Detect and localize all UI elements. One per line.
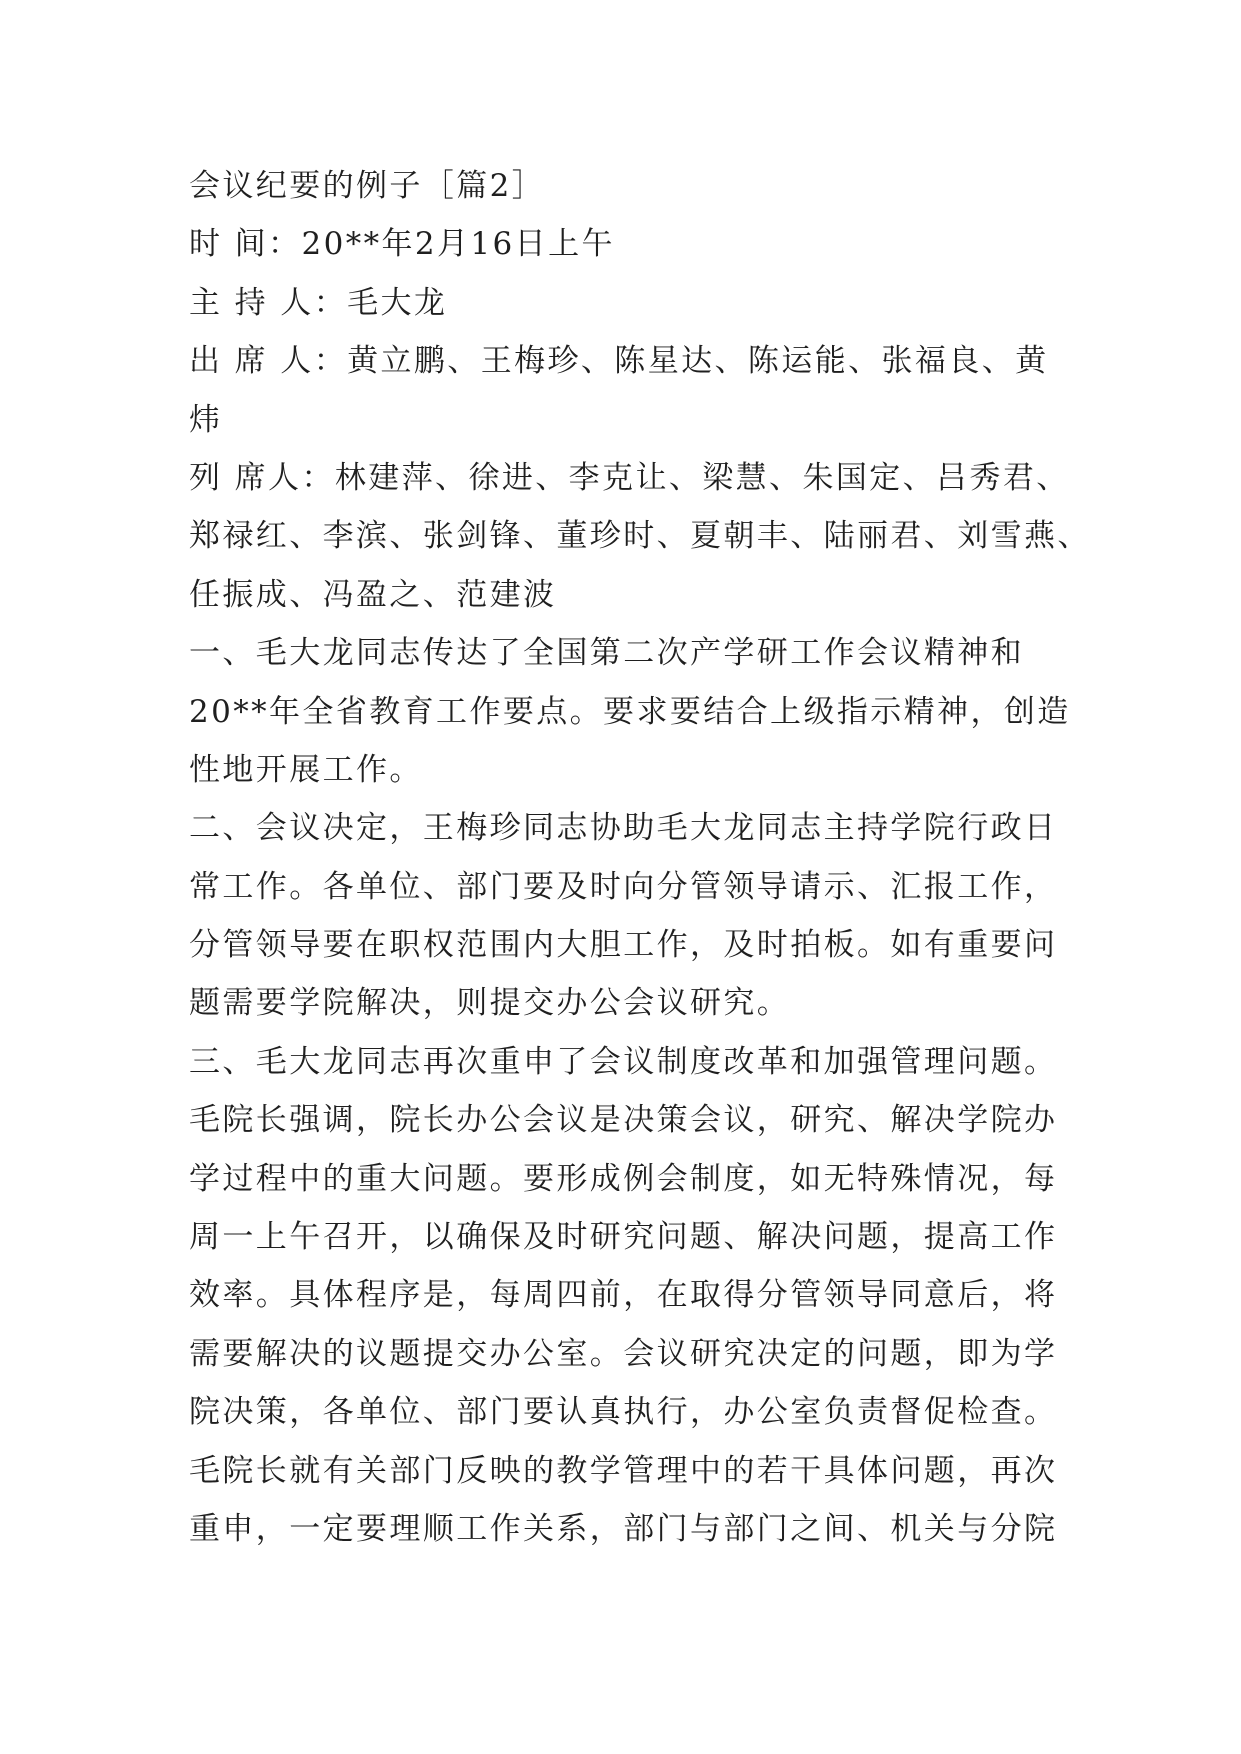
meeting-time: 时 间：20**年2月16日上午 [189, 226, 615, 263]
paragraph-line: 二、会议决定，王梅珍同志协助毛大龙同志主持学院行政日 [189, 810, 1058, 847]
paragraph-line: 性地开展工作。 [189, 751, 423, 788]
observers-line: 郑禄红、李滨、张剑锋、董珍时、夏朝丰、陆丽君、刘雪燕、 [189, 518, 1091, 555]
meeting-host: 主 持 人：毛大龙 [189, 284, 448, 321]
paragraph-line: 题需要学院解决，则提交办公会议研究。 [189, 985, 791, 1022]
observers-line: 列 席人：林建萍、徐进、李克让、梁慧、朱国定、吕秀君、 [189, 459, 1070, 496]
observers-line: 任振成、冯盈之、范建波 [189, 576, 557, 613]
paragraph-line: 需要解决的议题提交办公室。会议研究决定的问题，即为学 [189, 1335, 1058, 1372]
paragraph-line: 重申，一定要理顺工作关系，部门与部门之间、机关与分院 [189, 1510, 1058, 1547]
attendees-line: 出 席 人：黄立鹏、王梅珍、陈星达、陈运能、张福良、黄 [189, 343, 1049, 380]
paragraph-line: 20**年全省教育工作要点。要求要结合上级指示精神，创造 [189, 693, 1071, 730]
paragraph-line: 分管领导要在职权范围内大胆工作，及时拍板。如有重要问 [189, 927, 1058, 964]
attendees-line: 炜 [189, 401, 223, 438]
paragraph-line: 毛院长就有关部门反映的教学管理中的若干具体问题，再次 [189, 1452, 1058, 1489]
document-title: 会议纪要的例子［篇2］ [189, 168, 546, 204]
paragraph-line: 三、毛大龙同志再次重申了会议制度改革和加强管理问题。 [189, 1043, 1058, 1080]
paragraph-line: 院决策，各单位、部门要认真执行，办公室负责督促检查。 [189, 1394, 1058, 1431]
paragraph-line: 毛院长强调，院长办公会议是决策会议，研究、解决学院办 [189, 1102, 1058, 1139]
document-body [189, 157, 1091, 1558]
paragraph-line: 常工作。各单位、部门要及时向分管领导请示、汇报工作， [189, 868, 1058, 905]
paragraph-line: 学过程中的重大问题。要形成例会制度，如无特殊情况，每 [189, 1160, 1058, 1197]
paragraph-line: 效率。具体程序是，每周四前，在取得分管领导同意后，将 [189, 1277, 1058, 1314]
paragraph-line: 周一上午召开，以确保及时研究问题、解决问题，提高工作 [189, 1219, 1058, 1256]
paragraph-line: 一、毛大龙同志传达了全国第二次产学研工作会议精神和 [189, 635, 1024, 672]
